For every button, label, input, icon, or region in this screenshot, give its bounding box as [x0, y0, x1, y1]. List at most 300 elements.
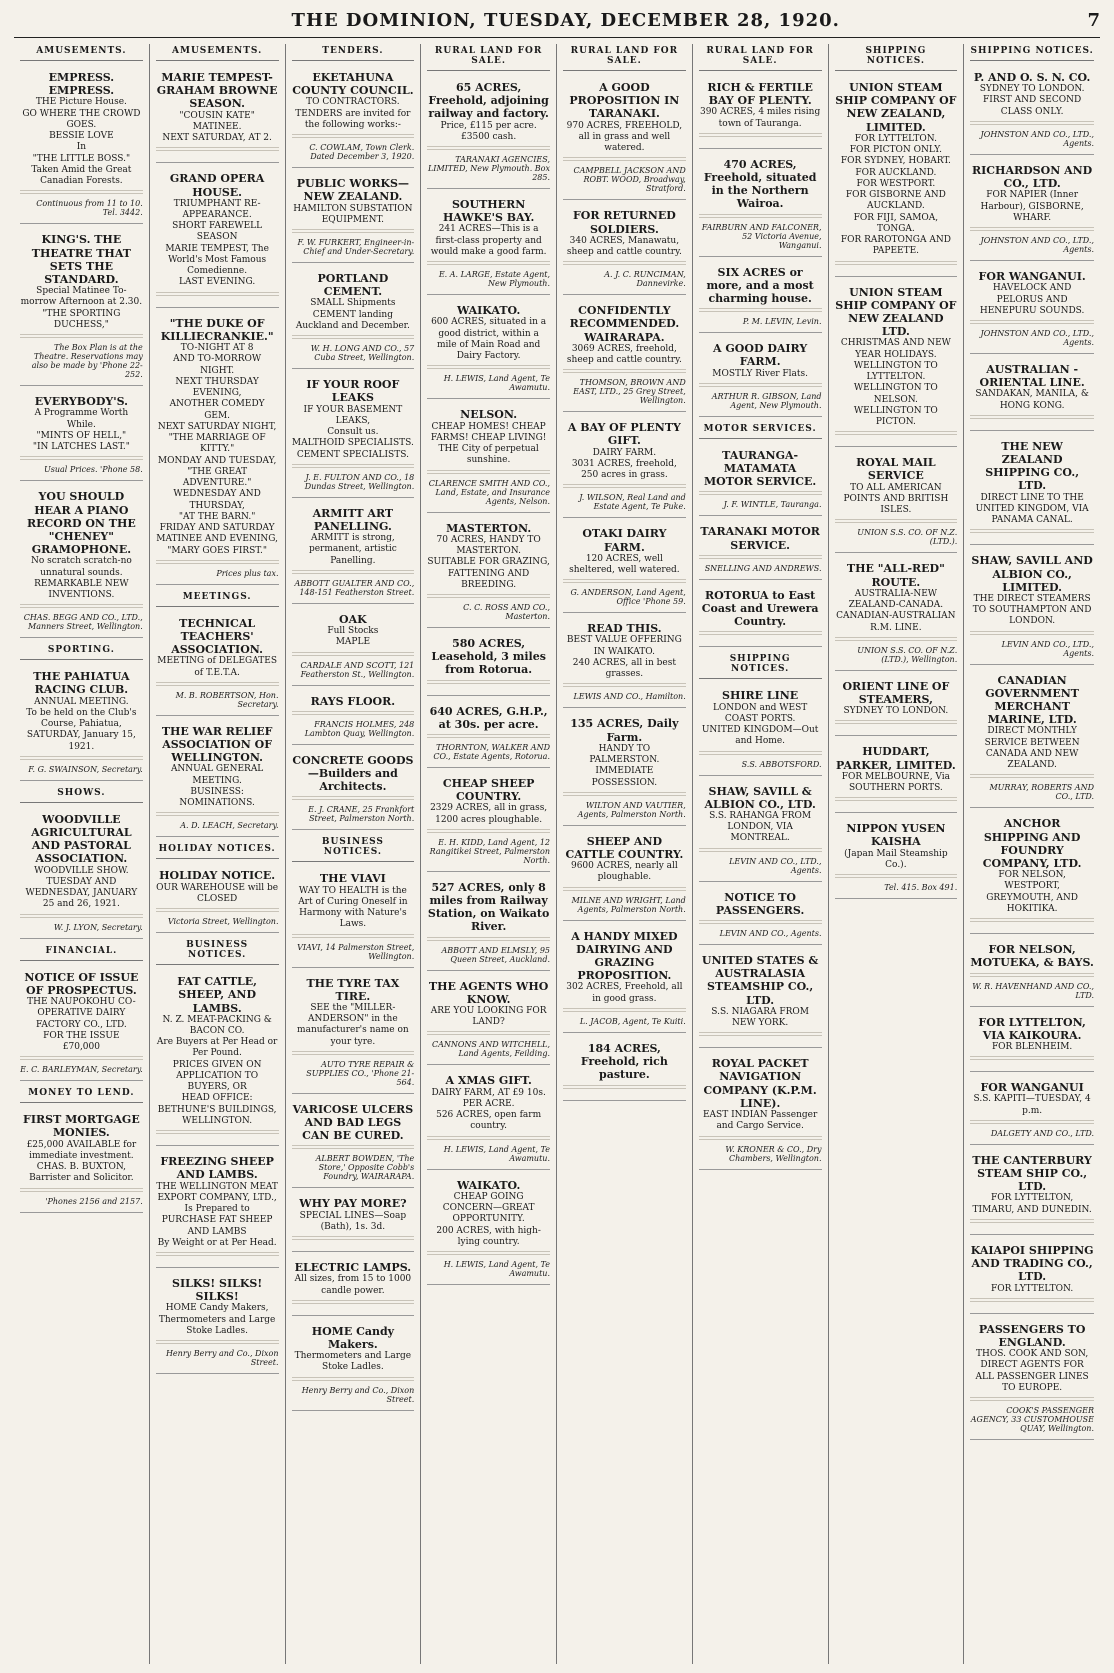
ad-heading: SHEEP AND CATTLE COUNTRY. [565, 834, 684, 861]
ad-body-text-block [699, 631, 822, 637]
column-header: RURAL LAND FOR SALE. [563, 44, 686, 71]
ad-signature: Usual Prices. 'Phone 58. [44, 465, 143, 475]
ad-line: S.S. NIAGARA FROM NEW YORK. [711, 1006, 809, 1028]
ad-heading: ANCHOR SHIPPING AND FOUNDRY COMPANY, LTD. [982, 817, 1082, 870]
ad-signature: THORNTON, WALKER AND CO., Estate Agents, Rotorua. [433, 742, 550, 761]
ad-body-text-block [835, 874, 958, 880]
ad-signature: 'Phones 2156 and 2157. [45, 1196, 143, 1206]
ad-body-text-block [292, 1236, 415, 1242]
advertisement [292, 691, 415, 745]
ad-line: Consult us. [327, 427, 379, 437]
ad-body-text-block [563, 887, 686, 893]
column-4 [421, 44, 557, 1664]
ad-signature: LEVIN AND CO., Agents. [719, 929, 822, 938]
section-header: SHOWS. [20, 786, 143, 803]
section-header: MONEY TO LEND. [20, 1086, 143, 1103]
column-header: RURAL LAND FOR SALE. [699, 44, 822, 71]
ad-line: BEST VALUE OFFERING IN WAIKATO. [566, 635, 682, 657]
ad-heading: MARIE TEMPEST-GRAHAM BROWNE SEASON. [156, 71, 278, 111]
ad-line: FOR BLENHEIM. [991, 1041, 1073, 1052]
advertisement [20, 1109, 143, 1212]
ad-body-text-block [563, 369, 686, 375]
advertisement [156, 1151, 279, 1268]
ad-signature: The Box Plan is at the Theatre. Reservations may also be made by 'Phone 22-252. [31, 343, 143, 380]
ad-heading: OTAKI DAIRY FARM. [582, 527, 667, 554]
section-header: MEETINGS. [156, 590, 279, 607]
ad-heading: UNION STEAM SHIP COMPANY OF NEW ZEALAND, LIMITED. [835, 81, 957, 134]
advertisement [970, 813, 1094, 934]
ad-signature: A. J. C. RUNCIMAN, Dannevirke. [604, 270, 686, 289]
ad-heading: FOR RETURNED SOLDIERS. [572, 209, 676, 236]
ad-signature: E. J. CRANE, 25 Frankfort Street, Palmerston North. [308, 805, 415, 824]
ad-line: CHAS. B. BUXTON, [36, 1162, 127, 1173]
ad-line: MEETING of DELEGATES of T.E.T.A. [157, 656, 277, 678]
ad-heading: THE VIAVI [319, 872, 386, 886]
ad-heading: PASSENGERS TO ENGLAND. [978, 1322, 1086, 1349]
ad-body-text-block [427, 146, 550, 152]
ad-signature: W. H. LONG AND CO., 57 Cuba Street, Wellington. [310, 344, 415, 363]
ad-line: IF YOUR BASEMENT LEAKS, [303, 404, 403, 426]
ad-line: MALTHOID SPECIALISTS. [291, 438, 414, 449]
ad-line: PURCHASE FAT SHEEP AND LAMBS [161, 1215, 273, 1237]
ad-line: CHEAP HOMES! CHEAP FARMS! CHEAP LIVING! [430, 421, 547, 443]
ad-body-text-block [20, 456, 143, 462]
ad-line: WOODVILLE SHOW. [34, 865, 129, 876]
ad-body-text-block [292, 796, 415, 802]
section-header: SPORTING. [20, 643, 143, 660]
ad-body-text-block [970, 918, 1094, 924]
ad-body-text-block [699, 920, 822, 926]
ad-line: Is Prepared to [184, 1204, 250, 1215]
ad-line: HAMILTON SUBSTATION EQUIPMENT. [293, 203, 413, 225]
advertisement [563, 300, 686, 412]
ad-body-text-block [699, 751, 822, 757]
ad-line: SHORT FAREWELL SEASON [172, 221, 263, 243]
ad-line: THOS. COOK AND SON, [976, 1349, 1089, 1360]
ad-heading: 527 ACRES, only 8 miles from Railway Station, on Waikato River. [427, 880, 550, 934]
ad-line: HEAD OFFICE: [181, 1093, 253, 1104]
ad-body-text-block [835, 720, 958, 726]
advertisement [292, 503, 415, 604]
ad-body-text-block [292, 1145, 415, 1151]
column-header: AMUSEMENTS. [156, 44, 279, 61]
ad-line: THE WELLINGTON MEAT EXPORT COMPANY, LTD., [156, 1181, 278, 1203]
ad-signature: UNION S.S. CO. OF N.Z. (LTD.), Wellington. [857, 645, 958, 664]
ad-signature: LEVIN AND CO., LTD., Agents. [1001, 639, 1094, 658]
ad-line: OUR WAREHOUSE will be CLOSED [156, 882, 279, 904]
ad-line: FOR LYTTELTON, TIMARU, AND DUNEDIN. [972, 1193, 1092, 1215]
ad-line: GO WHERE THE CROWD GOES. [22, 108, 141, 130]
ad-body-text-block [970, 1298, 1094, 1304]
advertisement [563, 831, 686, 921]
ad-body-text-block [699, 308, 822, 314]
advertisement [427, 877, 550, 971]
ad-line: CANADIAN-AUSTRALIAN R.M. LINE. [836, 611, 956, 633]
advertisement [563, 523, 686, 613]
ad-heading: READ THIS. [587, 622, 662, 636]
ad-body-text-block [970, 415, 1094, 421]
ad-body-text-block [970, 774, 1094, 780]
ad-line: 2329 ACRES, all in grass, 1200 acres ploughable. [430, 803, 548, 825]
ad-body-text-block [699, 214, 822, 220]
ad-heading: IF YOUR ROOF LEAKS [306, 378, 400, 405]
ad-line: WELLINGTON TO LYTTELTON. [853, 360, 938, 382]
ad-heading: HUDDART, PARKER, LIMITED. [836, 745, 956, 772]
ad-signature: F. W. FURKERT, Engineer-in-Chief and Under-Secretary. [297, 238, 415, 256]
ad-signature: JOHNSTON AND CO., LTD., Agents. [980, 236, 1094, 255]
ad-heading: EMPRESS. EMPRESS. [48, 71, 115, 98]
ad-line: FOR MELBOURNE, Via SOUTHERN PORTS. [841, 771, 951, 793]
ad-heading: KING'S. THE THEATRE THAT SETS THE STANDARD. [31, 233, 131, 286]
ad-line: FOR WESTPORT. [856, 178, 936, 189]
ad-line: ARMITT is strong, permanent, artistic Panelling. [308, 533, 397, 566]
ad-body-text-block [156, 908, 279, 914]
ad-heading: THE WAR RELIEF ASSOCIATION OF WELLINGTON. [161, 724, 273, 765]
advertisement [970, 550, 1094, 664]
ad-line: DAIRY FARM, AT £9 10s. PER ACRE. [431, 1087, 546, 1109]
advertisement [835, 818, 958, 899]
column-header: SHIPPING NOTICES. [835, 44, 958, 71]
advertisement [699, 781, 822, 882]
ad-heading: RICHARDSON AND CO., LTD. [972, 163, 1093, 191]
page-number: 7 [1087, 10, 1100, 31]
ad-line: S.S. RAHANGA FROM LONDON, VIA MONTREAL. [709, 810, 812, 844]
ad-heading: 184 ACRES, Freehold, rich pasture. [580, 1041, 668, 1082]
ad-line: "IN LATCHES LAST." [32, 442, 130, 453]
ad-line: DIRECT LINE TO THE UNITED KINGDOM, VIA PANAMA CANAL. [975, 492, 1089, 526]
ad-line: SUITABLE FOR GRAZING, FATTENING AND BREEDING. [427, 557, 550, 590]
ad-heading: A BAY OF PLENTY GIFT. [567, 421, 681, 448]
advertisement [156, 865, 279, 933]
ad-line: 3031 ACRES, freehold, 250 acres in grass. [571, 458, 677, 481]
ad-line: PRICES GIVEN ON APPLICATION TO BUYERS, OR [172, 1059, 262, 1093]
advertisement [699, 1053, 822, 1169]
ad-heading: NIPPON YUSEN KAISHA [846, 822, 946, 849]
ad-heading: FREEZING SHEEP AND LAMBS. [160, 1155, 274, 1182]
ad-signature: J. E. FULTON AND CO., 18 Dundas Street, Wellington. [304, 472, 415, 491]
ad-signature: Continuous from 11 to 10. Tel. 3442. [36, 199, 143, 218]
ad-body-text-block [292, 570, 415, 576]
ad-heading: CONFIDENTLY RECOMMENDED. WAIRARAPA. [569, 304, 680, 344]
ad-line: 200 ACRES, with high-lying country. [436, 1225, 541, 1247]
ad-line: £70,000 [62, 1042, 100, 1052]
column-header: RURAL LAND FOR SALE. [427, 44, 550, 71]
ad-signature: FAIRBURN AND FALCONER, 52 Victoria Avenue, Wanganui. [701, 222, 822, 250]
advertisement [563, 417, 686, 518]
ad-heading: NELSON. [460, 408, 518, 422]
ad-heading: KAIAPOI SHIPPING AND TRADING CO., LTD. [970, 1243, 1094, 1284]
column-6 [693, 44, 829, 1664]
ad-signature: DALGETY AND CO., LTD. [990, 1128, 1094, 1138]
ad-signature: AUTO TYRE REPAIR & SUPPLIES CO., 'Phone 21-564. [306, 1059, 415, 1087]
ad-heading: MASTERTON. [446, 521, 532, 535]
ad-heading: UNION STEAM SHIP COMPANY OF NEW ZEALAND LTD. [835, 285, 957, 339]
ad-heading: RICH & FERTILE BAY OF PLENTY. [707, 81, 813, 108]
column-2 [150, 44, 286, 1664]
ad-line: THE NAUPOKOHU CO-OPERATIVE DAIRY FACTORY CO., LTD. [27, 997, 136, 1030]
ad-line: 526 ACRES, open farm country. [436, 1110, 542, 1132]
ad-heading: 65 ACRES, Freehold, adjoining railway and factory. [428, 81, 549, 121]
ad-line: In [76, 142, 87, 153]
ad-body-text-block [970, 1219, 1094, 1225]
ad-line: "THE SPORTING DUCHESS," [42, 308, 121, 330]
ad-heading: FOR LYTTELTON, VIA KAIKOURA. [978, 1015, 1086, 1042]
ad-line: AUSTRALIA-NEW ZEALAND-CANADA. [848, 588, 944, 610]
ad-body-text-block [20, 334, 143, 340]
ad-body-text-block [699, 1032, 822, 1038]
ad-body-text-block [563, 157, 686, 163]
ad-heading: RAYS FLOOR. [310, 694, 396, 708]
ad-signature: ALBERT BOWDEN, 'The Store,' Opposite Cobb's Foundry, WAIRARAPA. [315, 1154, 415, 1182]
ad-signature: S.S. ABBOTSFORD. [741, 759, 822, 769]
ad-line: EAST INDIAN Passenger and Cargo Service. [702, 1110, 818, 1132]
advertisement [292, 173, 415, 263]
ad-heading: ROYAL PACKET NAVIGATION COMPANY (K.P.M. LINE). [703, 1057, 817, 1110]
ad-line: N. Z. MEAT-PACKING & BACON CO. [162, 1014, 272, 1036]
ad-body-text-block [156, 147, 279, 153]
advertisement [156, 613, 279, 716]
advertisement [835, 77, 958, 277]
ad-body-text-block [427, 734, 550, 740]
advertisement [427, 701, 550, 768]
ad-body-text-block [292, 1300, 415, 1306]
ad-signature: W. J. LYON, Secretary. [53, 922, 143, 932]
advertisement [292, 374, 415, 498]
ad-line: SMALL Shipments CEMENT landing Auckland and December. [295, 298, 410, 331]
advertisement [835, 676, 958, 737]
advertisement [427, 976, 550, 1066]
advertisement [970, 1319, 1094, 1440]
ad-signature: H. LEWIS, Land Agent, Te Awamutu. [443, 374, 550, 393]
ad-line: MONDAY AND TUESDAY, [157, 455, 277, 466]
ad-line: 390 ACRES, 4 miles rising town of Tauranga. [699, 107, 821, 129]
ad-heading: A HANDY MIXED DAIRYING AND GRAZING PROPOSITION. [571, 929, 678, 983]
ad-heading: VARICOSE ULCERS AND BAD LEGS CAN BE CURED. [292, 1102, 414, 1143]
ad-line: THE DIRECT STEAMERS TO SOUTHAMPTON AND LONDON. [972, 593, 1092, 627]
ad-line: 3069 ACRES, freehold, sheep and cattle country. [566, 343, 682, 365]
ad-signature: THOMSON, BROWN AND EAST, LTD., 25 Grey Street, Wellington. [573, 378, 686, 406]
ad-heading: SHAW, SAVILL AND ALBION CO., LIMITED. [971, 554, 1093, 594]
ad-line: FOR NAPIER (Inner Harbour), GISBORNE, WHARF. [980, 190, 1084, 223]
ad-body-text-block [20, 190, 143, 196]
advertisement [699, 521, 822, 579]
ad-body-text-block [156, 292, 279, 298]
column-header: TENDERS. [292, 44, 415, 61]
ad-body-text-block [427, 261, 550, 267]
advertisement [20, 809, 143, 939]
advertisement [970, 1240, 1094, 1314]
ad-heading: SILKS! SILKS! SILKS! [172, 1277, 263, 1304]
advertisement [563, 926, 686, 1033]
ad-body-text-block [970, 1397, 1094, 1403]
newspaper-title: THE DOMINION, TUESDAY, DECEMBER 28, 1920. [291, 10, 840, 31]
ad-body-text-block [427, 365, 550, 371]
ad-heading: YOU SHOULD HEAR A PIANO RECORD ON THE "CHENEY" GRAMOPHONE. [26, 490, 136, 557]
ad-line: SEE the "MILLER-ANDERSON" in the manufacturer's name on your tyre. [297, 1002, 409, 1047]
ad-body-text-block [156, 1130, 279, 1136]
section-header: SHIPPING NOTICES. [699, 652, 822, 679]
ad-body-text-block [20, 1056, 143, 1062]
advertisement [292, 1193, 415, 1252]
ad-line: SYDNEY TO LONDON. [979, 84, 1085, 95]
ad-heading: FOR WANGANUI. [978, 270, 1086, 284]
advertisement [970, 266, 1094, 354]
ad-heading: CANADIAN GOVERNMENT MERCHANT MARINE, LTD. [985, 673, 1079, 727]
ad-heading: 580 ACRES, Leasehold, 3 miles from Rotorua. [431, 637, 546, 677]
ad-heading: TAURANGA-MATAMATA MOTOR SERVICE. [704, 448, 817, 489]
ad-heading: FIRST MORTGAGE MONIES. [23, 1113, 140, 1140]
ad-signature: WILTON AND VAUTIER, Agents, Palmerston North. [577, 800, 686, 819]
advertisement [699, 685, 822, 775]
ad-heading: CONCRETE GOODS—Builders and Architects. [292, 753, 414, 794]
ad-line: (Japan Mail Steamship Co.). [844, 848, 948, 870]
ad-line: FRIDAY AND SATURDAY MATINEE AND EVENING, [156, 523, 279, 545]
ad-body-text-block [20, 914, 143, 920]
advertisement [156, 67, 279, 163]
column-header: SHIPPING NOTICES. [970, 44, 1094, 61]
ad-line: FOR NELSON, WESTPORT, GREYMOUTH, AND HOKITIKA. [986, 870, 1079, 914]
advertisement [970, 1012, 1094, 1073]
ad-line: Full Stocks [327, 626, 379, 637]
ad-line: FOR RAROTONGA AND PAPEETE. [840, 235, 951, 257]
ad-body-text-block [563, 683, 686, 689]
ad-line: ANOTHER COMEDY GEM. [169, 399, 265, 421]
ad-body-text-block [970, 227, 1094, 233]
ad-body-text-block [835, 637, 958, 643]
ad-line: BESSIE LOVE [49, 131, 114, 142]
ad-line: FOR FIJI, SAMOA, TONGA. [853, 212, 939, 234]
ad-signature: Victoria Street, Wellington. [167, 917, 279, 927]
ad-line: Price, £115 per acre. £3500 cash. [440, 120, 537, 142]
advertisement [427, 518, 550, 628]
ad-heading: ORIENT LINE OF STEAMERS, [842, 679, 950, 706]
advertisement [699, 262, 822, 334]
ad-body-text-block [970, 1120, 1094, 1126]
ad-line: "MINTS OF HELL," [36, 430, 127, 441]
ad-body-text-block [292, 229, 415, 235]
ad-signature: SNELLING AND ANDREWS. [704, 563, 822, 573]
ad-heading: HOME Candy Makers. [311, 1324, 395, 1351]
ad-body-text-block [970, 1056, 1094, 1062]
ad-heading: THE CANTERBURY STEAM SHIP CO., LTD. [972, 1153, 1092, 1194]
ad-line: Thermometers and Large Stoke Ladles. [294, 1351, 412, 1373]
ad-body-text-block [20, 1188, 143, 1194]
ad-body-text-block [563, 579, 686, 585]
advertisement [699, 154, 822, 257]
advertisement [20, 666, 143, 781]
ad-signature: H. LEWIS, Land Agent, Te Awamutu. [443, 1144, 550, 1163]
advertisement [292, 1099, 415, 1189]
ad-line: TO-NIGHT AT 8 [180, 343, 254, 354]
advertisement [427, 773, 550, 872]
ad-signature: LEVIN AND CO., LTD., Agents. [729, 856, 822, 875]
ad-signature: ABBOTT GUALTER AND CO., 148-151 Featherston Street. [294, 578, 415, 597]
ad-line: NEXT SATURDAY NIGHT, [157, 421, 277, 432]
advertisement [292, 67, 415, 168]
ad-line: TUESDAY AND WEDNESDAY, JANUARY 25 and 26, 1921. [25, 876, 138, 910]
advertisement [970, 436, 1094, 546]
ad-heading: 135 ACRES, Daily Farm. [570, 717, 679, 744]
ad-signature: M. B. ROBERTSON, Hon. Secretary. [175, 690, 279, 709]
ad-heading: FOR WANGANUI [980, 1081, 1084, 1095]
ad-signature: J. F. WINTLE, Tauranga. [723, 500, 822, 510]
advertisement [20, 391, 143, 481]
ad-line: CHEAP GOING CONCERN—GREAT OPPORTUNITY. [442, 1191, 535, 1225]
ad-line: Special Matinee To-morrow Afternoon at 2.30. [20, 286, 143, 308]
ad-heading: WOODVILLE AGRICULTURAL AND PASTORAL ASSOCIATION. [31, 812, 132, 866]
advertisement [427, 194, 550, 295]
advertisement [292, 868, 415, 967]
ad-line: NEXT THURSDAY EVENING, [175, 376, 259, 399]
section-header: FINANCIAL. [20, 944, 143, 961]
ad-heading: THE AGENTS WHO KNOW. [428, 979, 549, 1006]
ad-signature: Henry Berry and Co., Dixon Street. [165, 1349, 279, 1368]
advertisement [835, 741, 958, 813]
ad-heading: CHEAP SHEEP COUNTRY. [442, 776, 535, 804]
ad-signature: CANNONS AND WITCHELL, Land Agents, Feilding. [431, 1040, 550, 1059]
ad-line: MAPLE [335, 637, 371, 648]
ad-line: "COUSIN KATE" MATINEE. [179, 110, 255, 132]
advertisement [970, 670, 1094, 809]
ad-body-text-block [970, 631, 1094, 637]
ad-line: CEMENT SPECIALISTS. [296, 449, 409, 460]
ad-heading: SIX ACRES or more, and a most charming house. [706, 265, 814, 305]
ad-heading: OAK [339, 612, 367, 626]
advertisement [427, 1175, 550, 1285]
ad-line: "THE LITTLE BOSS." [32, 153, 131, 164]
ad-line: Taken Amid the Great Canadian Forests. [31, 164, 132, 187]
ad-heading: 470 ACRES, Freehold, situated in the Northern Wairoa. [703, 157, 817, 211]
ad-signature: E. C. BARLEYMAN, Secretary. [20, 1065, 143, 1075]
column-1 [14, 44, 150, 1664]
ad-body-text-block [156, 1340, 279, 1346]
column-3 [286, 44, 422, 1664]
ad-heading: FOR NELSON, MOTUEKA, & BAYS. [970, 943, 1094, 970]
advertisement [427, 1070, 550, 1169]
advertisement [292, 973, 415, 1094]
ad-heading: A GOOD PROPOSITION IN TARANAKI. [569, 81, 680, 121]
ad-heading: SOUTHERN HAWKE'S BAY. [442, 198, 535, 225]
ad-line: FOR LYTTELTON. [991, 1283, 1074, 1294]
ad-line: SYDNEY TO LONDON. [843, 706, 949, 717]
ad-line: TO CONTRACTORS. [306, 97, 400, 108]
column-5 [557, 44, 693, 1664]
ad-body-text-block [292, 134, 415, 140]
ad-signature: C. COWLAM, Town Clerk. Dated December 3, 1920. [309, 143, 415, 162]
advertisement [835, 452, 958, 553]
ad-body-text-block [20, 604, 143, 610]
ad-body-text-block [970, 121, 1094, 127]
ad-line: DAIRY FARM. [592, 447, 657, 458]
ad-heading: UNITED STATES & AUSTRALASIA STEAMSHIP CO., LTD. [701, 954, 819, 1007]
advertisement [835, 558, 958, 670]
ad-heading: A XMAS GIFT. [445, 1074, 532, 1088]
ad-signature: CHAS. BEGG AND CO., LTD., Manners Street, Wellington. [23, 613, 143, 632]
ad-line: TRIUMPHANT RE-APPEARANCE. [173, 198, 261, 220]
ad-body-text-block [970, 529, 1094, 535]
ad-line: HAVELOCK AND PELORUS AND HENEPURU SOUNDS. [979, 283, 1085, 316]
ad-line: DIRECT AGENTS FOR ALL PASSENGER LINES TO EUROPE. [975, 1360, 1089, 1393]
advertisement [156, 313, 279, 585]
ad-signature: JOHNSTON AND CO., LTD., Agents. [980, 329, 1094, 347]
advertisement [699, 77, 822, 149]
ad-line: 70 ACRES, HANDY TO MASTERTON. [436, 534, 541, 556]
ad-signature: E. A. LARGE, Estate Agent, New Plymouth. [438, 270, 550, 289]
ad-heading: THE TYRE TAX TIRE. [306, 976, 400, 1003]
ad-line: UNITED KINGDOM—Out and Home. [701, 725, 819, 747]
ad-body-text-block [970, 973, 1094, 979]
advertisement [427, 404, 550, 512]
